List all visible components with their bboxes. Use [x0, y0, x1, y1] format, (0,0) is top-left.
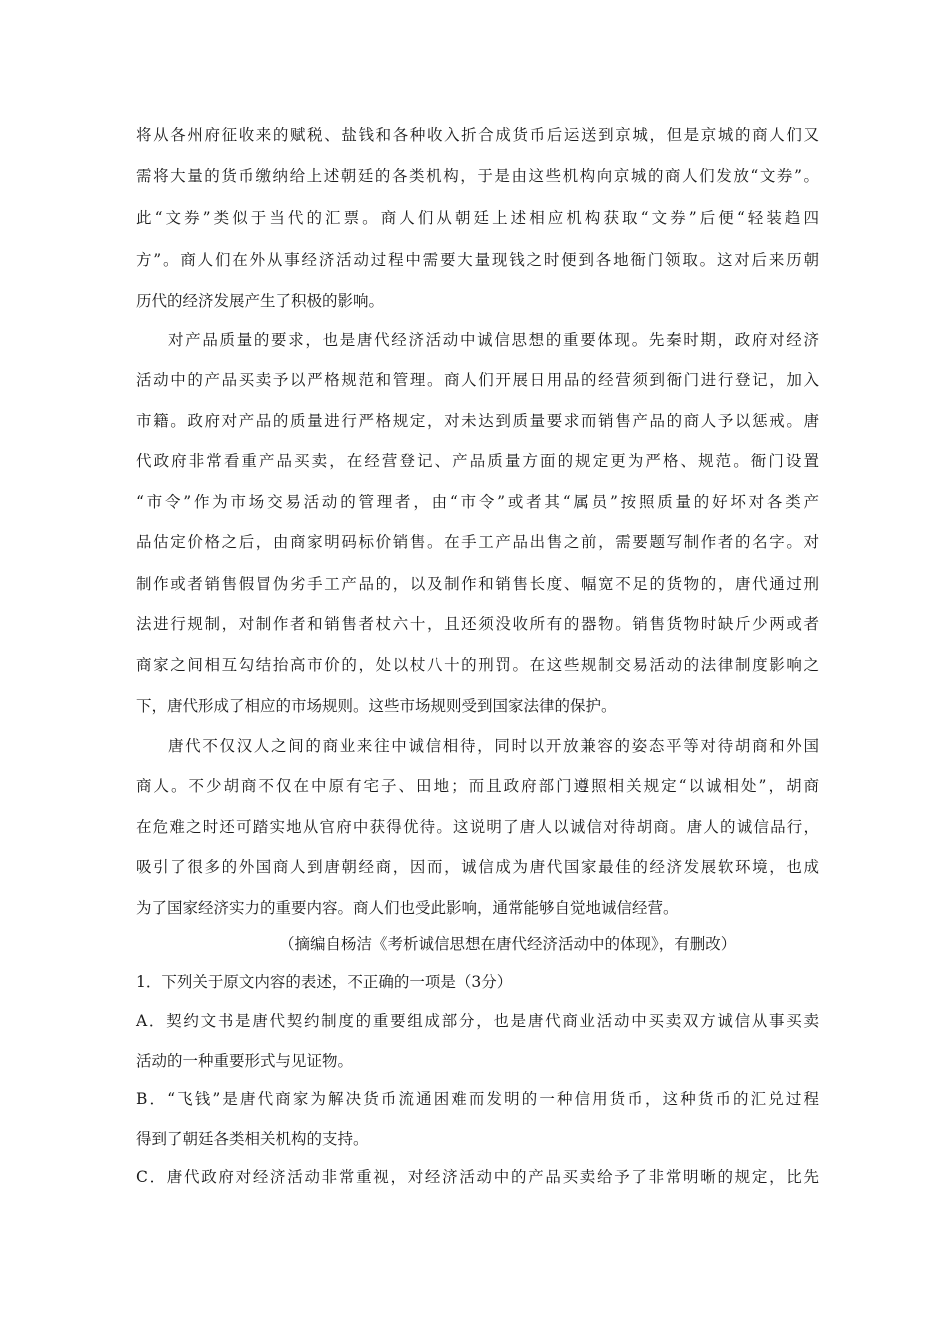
text-line: 方”。商人们在外从事经济活动过程中需要大量现钱之时便到各地衙门领取。这对后来历朝 [136, 251, 819, 269]
text-line: 制作或者销售假冒伪劣手工产品的，以及制作和销售长度、幅宽不足的货物的，唐代通过刑 [136, 575, 819, 593]
text-line: 需将大量的货币缴纳给上述朝廷的各类机构，于是由这些机构向京城的商人们发放“文券”。 [136, 167, 819, 185]
source-citation: （摘编自杨洁《考析诚信思想在唐代经济活动中的体现》，有删改） [279, 935, 737, 953]
text-line: 对产品质量的要求，也是唐代经济活动中诚信思想的重要体现。先秦时期，政府对经济 [168, 331, 819, 349]
option-line: A．契约文书是唐代契约制度的重要组成部分，也是唐代商业活动中买卖双方诚信从事买卖 [136, 1012, 819, 1030]
text-line: 此“文券”类似于当代的汇票。商人们从朝廷上述相应机构获取“文券”后便“轻装趋四 [136, 209, 819, 227]
text-line: 商人。不少胡商不仅在中原有宅子、田地；而且政府部门遵照相关规定“以诚相处”，胡商 [136, 777, 819, 795]
text-line: 代政府非常看重产品买卖，在经营登记、产品质量方面的规定更为严格、规范。衙门设置 [136, 452, 819, 470]
text-line: 活动中的产品买卖予以严格规范和管理。商人们开展日用品的经营须到衙门进行登记，加入 [136, 371, 819, 389]
text-line: 在危难之时还可踏实地从官府中获得优待。这说明了唐人以诚信对待胡商。唐人的诚信品行， [136, 818, 819, 836]
text-line: 吸引了很多的外国商人到唐朝经商，因而，诚信成为唐代国家最佳的经济发展软环境，也成 [136, 858, 819, 876]
option-line: C．唐代政府对经济活动非常重视，对经济活动中的产品买卖给予了非常明晰的规定，比先 [136, 1168, 819, 1186]
question-stem: 1．下列关于原文内容的表述，不正确的一项是（3分） [136, 973, 513, 991]
option-line: B．“飞钱”是唐代商家为解决货币流通困难而发明的一种信用货币，这种货币的汇兑过程 [136, 1090, 819, 1108]
text-line: 唐代不仅汉人之间的商业来往中诚信相待，同时以开放兼容的姿态平等对待胡商和外国 [168, 737, 819, 755]
text-line: 历代的经济发展产生了积极的影响。 [136, 292, 385, 310]
option-line: 活动的一种重要形式与见证物。 [136, 1052, 354, 1070]
text-line: 下，唐代形成了相应的市场规则。这些市场规则受到国家法律的保护。 [136, 697, 617, 715]
option-line: 得到了朝廷各类相关机构的支持。 [136, 1130, 369, 1148]
text-line: 为了国家经济实力的重要内容。商人们也受此影响，通常能够自觉地诚信经营。 [136, 899, 679, 917]
text-line: 市籍。政府对产品的质量进行严格规定，对未达到质量要求而销售产品的商人予以惩戒。唐 [136, 412, 819, 430]
text-line: “市令”作为市场交易活动的管理者，由“市令”或者其“属员”按照质量的好坏对各类产 [136, 493, 819, 511]
text-line: 将从各州府征收来的赋税、盐钱和各种收入折合成货币后运送到京城，但是京城的商人们又 [136, 126, 819, 144]
text-line: 商家之间相互勾结抬高市价的，处以杖八十的刑罚。在这些规制交易活动的法律制度影响之 [136, 656, 819, 674]
text-line: 法进行规制，对制作者和销售者杖六十，且还须没收所有的器物。销售货物时缺斤少两或者 [136, 615, 819, 633]
text-line: 品估定价格之后，由商家明码标价销售。在手工产品出售之前，需要题写制作者的名字。对 [136, 533, 819, 551]
